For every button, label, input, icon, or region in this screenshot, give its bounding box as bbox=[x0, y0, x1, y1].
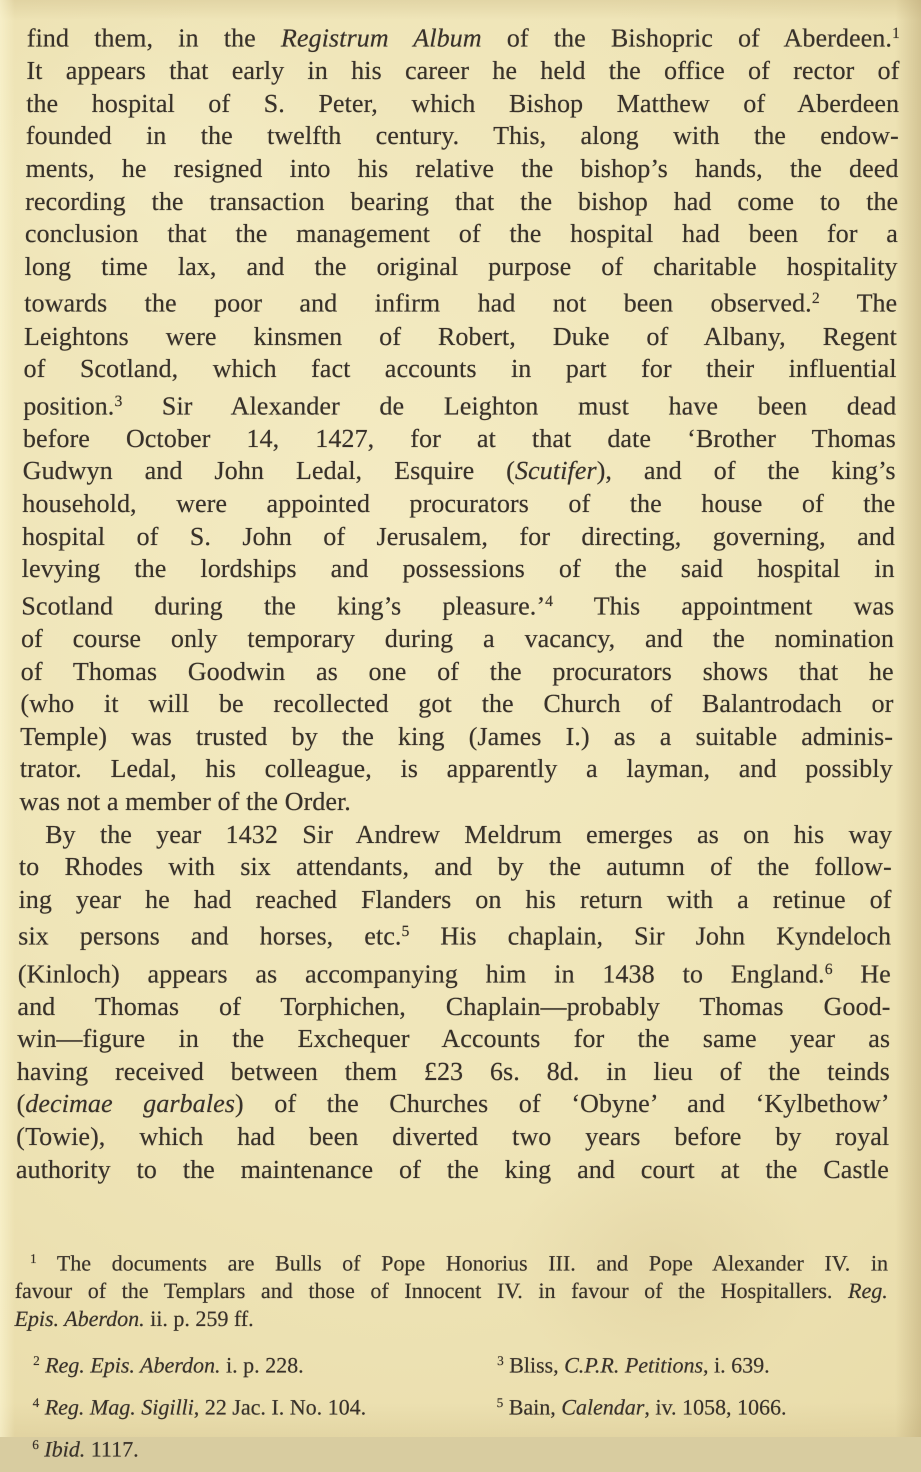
text-line: trator. Ledal, his colleague, is apparently a layman, and possibly bbox=[19, 754, 893, 784]
footnote-marker: 6 bbox=[824, 960, 833, 978]
italic-text: Epis. Aberdon. bbox=[14, 1305, 145, 1331]
footnote-marker: 5 bbox=[401, 923, 410, 941]
text-line: $^1$ The documents are Bulls of Pope Honorius III. and Pope Alexander IV. in bbox=[30, 1250, 889, 1276]
footnote-marker: 2 bbox=[811, 290, 820, 308]
text-line: position.$^3$ Sir Alexander de Leighton must have been dead bbox=[23, 391, 897, 421]
italic-text: Reg. Epis. Aberdon. bbox=[45, 1352, 221, 1378]
text-line: levying the lordships and possessions of the said hospital in bbox=[21, 554, 895, 584]
footnote-marker: 4 bbox=[545, 592, 554, 610]
text-line: towards the poor and infirm had not been observed.$^2$ The bbox=[24, 288, 898, 318]
text-line: of Scotland, which fact accounts in part for their influential bbox=[23, 354, 897, 384]
text-line: hospital of S. John of Jerusalem, for directing, governing, and bbox=[21, 521, 896, 551]
text-line: Temple) was trusted by the king (James I.) as a suitable adminis- bbox=[19, 721, 894, 751]
text-line: Scotland during the king’s pleasure.’$^4$ This appointment was bbox=[21, 591, 895, 621]
page-body-text bbox=[16, 18, 900, 1186]
footnote-marker: 4 bbox=[32, 1394, 40, 1410]
footnote-marker: 3 bbox=[497, 1353, 504, 1368]
text-line: having received between them £23 6s. 8d. in lieu of the teinds bbox=[16, 1056, 891, 1086]
text-line: the hospital of S. Peter, which Bishop Matthew of Aberdeen bbox=[26, 88, 900, 118]
text-line: founded in the twelfth century. This, along with the endow- bbox=[25, 121, 900, 151]
italic-text: decimae garbales bbox=[25, 1089, 236, 1119]
page-content bbox=[13, 18, 900, 1472]
text-line: authority to the maintenance of the king and court at the Castle bbox=[15, 1154, 890, 1184]
italic-text: Scutifer bbox=[514, 456, 597, 486]
text-line: (Towie), which had been diverted two years before by royal bbox=[16, 1122, 890, 1152]
footnote-grid bbox=[13, 1347, 887, 1462]
text-line: recording the transaction bearing that the bishop had come to the bbox=[25, 186, 899, 216]
footnote-marker: 1 bbox=[891, 25, 900, 42]
italic-text: Calendar bbox=[561, 1394, 645, 1419]
footnote-row bbox=[13, 1431, 886, 1463]
italic-text: C.P.R. Petitions bbox=[564, 1352, 704, 1378]
text-line: of course only temporary during a vacancy, and the nomination bbox=[20, 624, 895, 653]
text-line: of Thomas Goodwin as one of the procurators shows that he bbox=[20, 656, 894, 686]
text-line: Gudwyn and John Ledal, Esquire (Scutifer), and of the king’s bbox=[22, 456, 896, 486]
text-line: (Kinloch) appears as accompanying him in 1438 to England.$^6$ He bbox=[17, 959, 891, 989]
italic-text: Ibid. bbox=[44, 1435, 86, 1461]
footnote-entry: $^5$ Bain, Calendar, iv. 1058, 1066. bbox=[496, 1394, 787, 1419]
footnote-marker: 6 bbox=[32, 1436, 39, 1452]
italic-text: Registrum Album bbox=[280, 23, 482, 53]
text-line: It appears that early in his career he held the office of rector of bbox=[26, 56, 900, 86]
footnote-entry: $^4$ Reg. Mag. Sigilli, 22 Jac. I. No. 104. bbox=[32, 1394, 367, 1419]
text-line: win—figure in the Exchequer Accounts for the same year as bbox=[17, 1024, 891, 1054]
footnote-marker: 1 bbox=[30, 1251, 37, 1267]
text-line: household, were appointed procurators of the house of the bbox=[22, 489, 896, 519]
text-line: conclusion that the management of the hospital had been for a bbox=[24, 219, 899, 249]
italic-text: Reg. bbox=[847, 1278, 888, 1303]
footnote-entry: $^6$ Ibid. 1117. bbox=[32, 1435, 139, 1461]
footnote-marker: 5 bbox=[496, 1394, 504, 1410]
text-line: ments, he resigned into his relative the bishop’s hands, the deed bbox=[25, 153, 899, 183]
text-line: (decimae garbales) of the Churches of ‘Obyne’ and ‘Kylbethow’ bbox=[16, 1089, 890, 1119]
text-line: was not a member of the Order. bbox=[19, 786, 352, 816]
footnotes-section bbox=[13, 1245, 888, 1462]
text-line: ing year he had reached Flanders on his return with a retinue of bbox=[18, 884, 892, 914]
text-line: (who it will be recollected got the Church of Balantrodach or bbox=[20, 689, 894, 719]
italic-text: Reg. Mag. Sigilli bbox=[44, 1394, 194, 1419]
footnote-entry: $^2$ Reg. Epis. Aberdon. i. p. 228. bbox=[33, 1352, 304, 1378]
text-line: Leightons were kinsmen of Robert, Duke of Albany, Regent bbox=[23, 321, 898, 351]
text-line: long time lax, and the original purpose of charitable hospitality bbox=[24, 251, 898, 281]
text-line: By the year 1432 Sir Andrew Meldrum emerges as on his way bbox=[45, 819, 893, 849]
footnote-marker: 2 bbox=[33, 1353, 40, 1368]
text-line: find them, in the Registrum Album of the Bishopric of Aberdeen.$^1$ bbox=[26, 23, 900, 53]
footnote-1 bbox=[14, 1245, 888, 1332]
footnote-entry: $^3$ Bliss, C.P.R. Petitions, i. 639. bbox=[497, 1352, 770, 1378]
text-line: and Thomas of Torphichen, Chaplain—probably Thomas Good- bbox=[17, 991, 891, 1021]
text-line: to Rhodes with six attendants, and by the autumn of the follow- bbox=[18, 852, 892, 882]
text-line: before October 14, 1427, for at that date ‘Brother Thomas bbox=[22, 423, 897, 453]
footnote-row bbox=[14, 1389, 887, 1421]
text-line: six persons and horses, etc.$^5$ His chaplain, Sir John Kyndeloch bbox=[18, 921, 892, 951]
footnote-marker: 3 bbox=[114, 392, 123, 410]
text-line: favour of the Templars and those of Innocent IV. in favour of the Hospitallers. Reg. bbox=[14, 1278, 888, 1303]
footnote-row bbox=[14, 1347, 887, 1379]
text-line: Epis. Aberdon. ii. p. 259 ff. bbox=[14, 1305, 254, 1331]
